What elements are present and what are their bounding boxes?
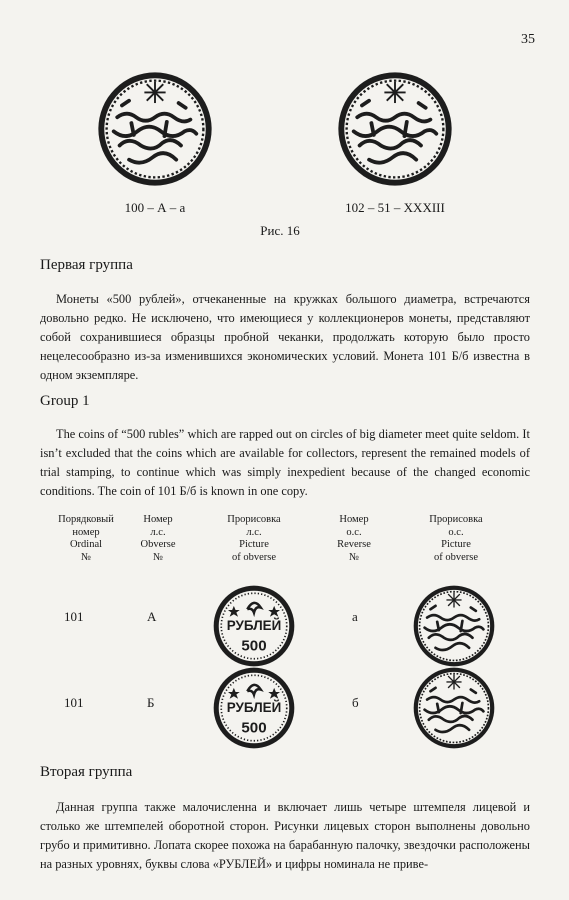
table-header-ordinal: Порядковый номер Ordinal № bbox=[58, 514, 114, 563]
table-header-reverse-number: Номер о.с. Reverse № bbox=[337, 514, 371, 563]
figure-caption-left: 100 – А – а bbox=[124, 200, 186, 215]
table-cell-reverse: а bbox=[352, 609, 358, 624]
coin-text-rub: РУБЛЕЙ bbox=[226, 618, 282, 634]
figure-label: Рис. 16 bbox=[260, 223, 300, 238]
table-cell-reverse: б bbox=[352, 695, 359, 710]
coin-drawing-102 bbox=[336, 70, 454, 188]
coin-reverse-101-a bbox=[412, 584, 496, 668]
heading-group-2-ru: Вторая группа bbox=[40, 764, 133, 780]
paragraph-group-1-ru: Монеты «500 рублей», отчеканенные на кружках большого диаметра, встречаются довольно редко. Не исключено, что имеющиеся у коллекционеров монеты, представляют собой сохранившиеся образцы пробной чеканки, продолжать которую было просто нецелесообразно из-за изменившихся экономических условий. Монета 101 Б/б известна в одном экземпляре. bbox=[40, 292, 530, 382]
heading-group-1-en: Group 1 bbox=[40, 393, 90, 409]
coin-text-500: 500 bbox=[241, 719, 267, 737]
coin-obverse-101-b bbox=[212, 666, 296, 750]
table-cell-ordinal: 101 bbox=[64, 695, 84, 710]
coin-drawing-100 bbox=[96, 70, 214, 188]
coin-reverse-101-b bbox=[412, 666, 496, 750]
table-cell-obverse: А bbox=[147, 609, 157, 624]
table-header-obverse-number: Номер л.с. Obverse № bbox=[140, 514, 176, 563]
table-header-obverse-picture: Прорисовка л.с. Picture of obverse bbox=[227, 514, 281, 563]
coin-obverse-101-a bbox=[212, 584, 296, 668]
page-number: 35 bbox=[521, 32, 535, 47]
paragraph-group-2-ru: Данная группа также малочисленна и включает лишь четыре штемпеля лицевой и столько же штемпелей оборотной сторон. Рисунки лицевых сторон выполнены довольно грубо и примитивно. Лопата скорее похожа на барабанную палочку, звездочки расположены на разных уровнях, буквы слова «РУБЛЕЙ» и цифры номинала не приве- bbox=[40, 800, 530, 871]
heading-group-1-ru: Первая группа bbox=[40, 257, 133, 273]
coin-text-rub: РУБЛЕЙ bbox=[226, 700, 282, 716]
table-header-reverse-picture: Прорисовка о.с. Picture of obverse bbox=[429, 514, 483, 563]
table-cell-ordinal: 101 bbox=[64, 609, 84, 624]
coin-text-500: 500 bbox=[241, 637, 267, 655]
table-cell-obverse: Б bbox=[147, 695, 155, 710]
figure-caption-right: 102 – 51 – XXXIII bbox=[345, 200, 445, 215]
paragraph-group-1-en: The coins of “500 rubles” which are rapped out on circles of big diameter meet quite seldom. It isn’t excluded that the coins which are available for collectors, represent the remained models of trial stamping, to continue which was simply inexpedient because of the changed economic conditions. The coin of 101 Б/б is known in one copy. bbox=[40, 427, 530, 498]
